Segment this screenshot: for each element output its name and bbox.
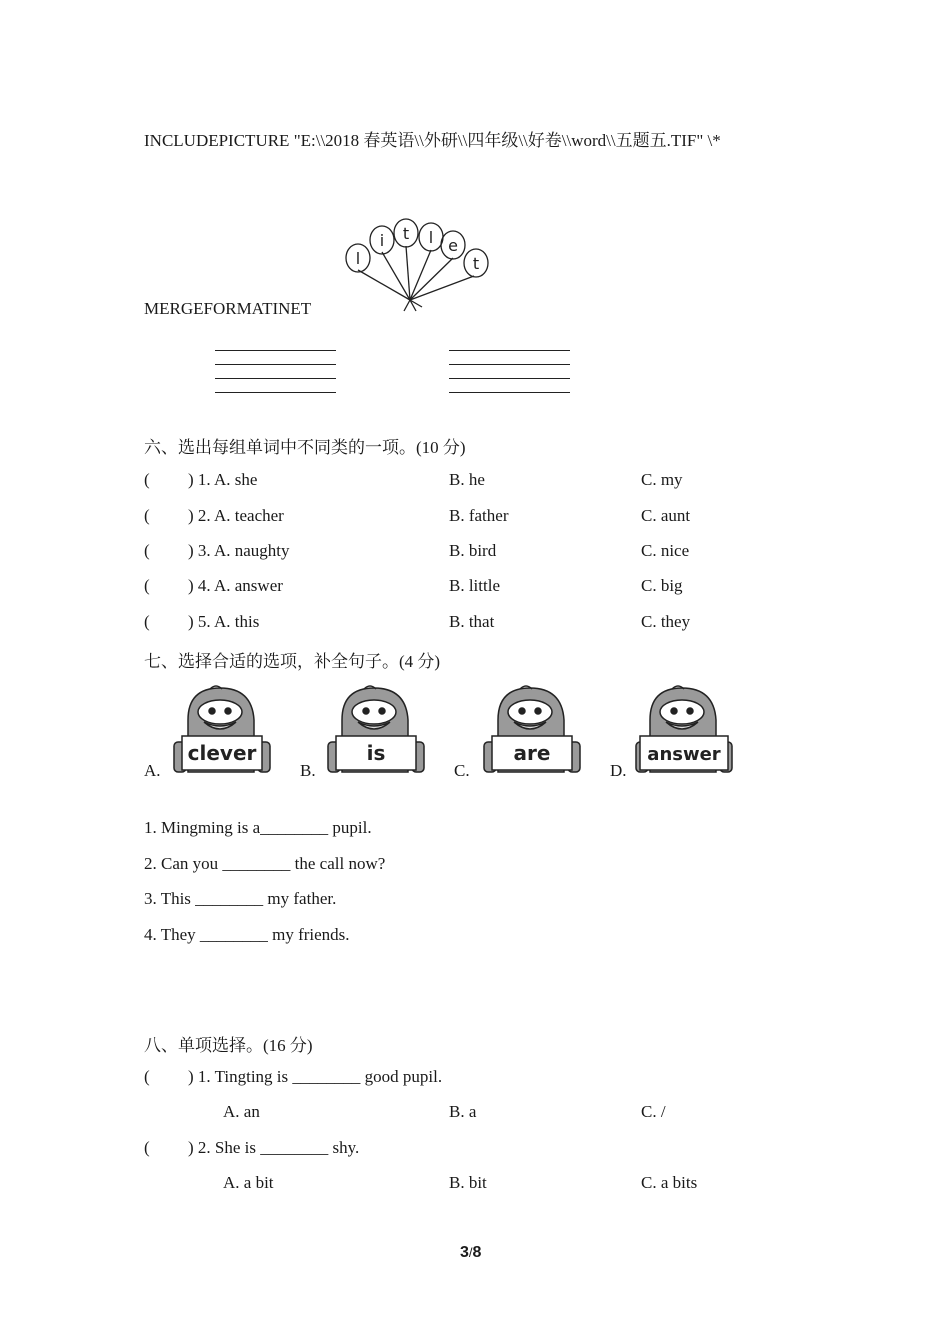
- option-b: B. little: [449, 576, 500, 595]
- option-c: C. they: [641, 612, 691, 631]
- fill-sentence-4: 4. They ________ my friends.: [144, 925, 350, 944]
- total-pages: 8: [472, 1244, 482, 1261]
- balloons-illustration: [340, 212, 496, 314]
- option-b: B. bit: [449, 1173, 487, 1192]
- option-a: ) 4. A. answer: [188, 576, 283, 595]
- card-word: is: [366, 741, 386, 765]
- option-c: C. /: [641, 1102, 666, 1121]
- penguin-card-is: [324, 684, 428, 776]
- option-letter-c: C.: [454, 761, 470, 780]
- page-separator: /: [468, 1245, 473, 1260]
- option-letter-b: B.: [300, 761, 316, 780]
- fill-sentence-2: 2. Can you ________ the call now?: [144, 854, 386, 873]
- answer-paren[interactable]: (: [144, 612, 150, 631]
- card-word: are: [513, 741, 551, 765]
- option-b: B. father: [449, 506, 509, 525]
- balloon-letter-4: l: [428, 228, 434, 247]
- current-page: 3: [460, 1244, 469, 1261]
- penguin-card-answer: [632, 684, 736, 776]
- include-picture-field: INCLUDEPICTURE "E:\\2018 春英语\\外研\\四年级\\好卷\\word\\五题五.TIF" \*: [144, 131, 721, 150]
- card-word: answer: [647, 744, 721, 765]
- option-b: B. that: [449, 612, 495, 631]
- card-word: clever: [187, 741, 257, 765]
- balloon-letter-1: l: [355, 249, 361, 268]
- option-b: B. he: [449, 470, 485, 489]
- option-c: C. aunt: [641, 506, 691, 525]
- penguin-card-clever: [170, 684, 274, 776]
- option-letter-d: D.: [610, 761, 627, 780]
- answer-paren[interactable]: (: [144, 470, 150, 489]
- merge-format-field: MERGEFORMATINET: [144, 299, 312, 318]
- question-stem: ) 2. She is ________ shy.: [188, 1138, 360, 1157]
- answer-paren[interactable]: (: [144, 506, 150, 525]
- section-8-title: 八、单项选择。(16 分): [144, 1036, 313, 1055]
- question-stem: ) 1. Tingting is ________ good pupil.: [188, 1067, 443, 1086]
- answer-paren[interactable]: (: [144, 1138, 150, 1157]
- answer-paren[interactable]: (: [144, 1067, 150, 1086]
- answer-paren[interactable]: (: [144, 541, 150, 560]
- page-number: [460, 1244, 481, 1262]
- option-a: ) 1. A. she: [188, 470, 258, 489]
- option-b: B. a: [449, 1102, 477, 1121]
- section-7-title: 七、选择合适的选项，补全句子。(4 分): [144, 652, 441, 671]
- balloon-letter-5: e: [448, 236, 458, 255]
- balloon-letter-6: t: [472, 254, 480, 273]
- answer-paren[interactable]: (: [144, 576, 150, 595]
- option-c: C. big: [641, 576, 683, 595]
- fill-sentence-1: 1. Mingming is a________ pupil.: [144, 818, 372, 837]
- option-a: A. an: [223, 1102, 260, 1121]
- penguin-card-are: [480, 684, 584, 776]
- balloon-letter-3: t: [402, 224, 410, 243]
- option-letter-a: A.: [144, 761, 161, 780]
- option-a: ) 2. A. teacher: [188, 506, 284, 525]
- option-b: B. bird: [449, 541, 497, 560]
- balloon-letter-2: i: [379, 231, 385, 250]
- option-c: C. nice: [641, 541, 690, 560]
- option-a: A. a bit: [223, 1173, 274, 1192]
- option-c: C. a bits: [641, 1173, 698, 1192]
- fill-sentence-3: 3. This ________ my father.: [144, 889, 337, 908]
- option-a: ) 5. A. this: [188, 612, 260, 631]
- option-c: C. my: [641, 470, 683, 489]
- section-6-title: 六、选出每组单词中不同类的一项。(10 分): [144, 438, 466, 457]
- option-a: ) 3. A. naughty: [188, 541, 290, 560]
